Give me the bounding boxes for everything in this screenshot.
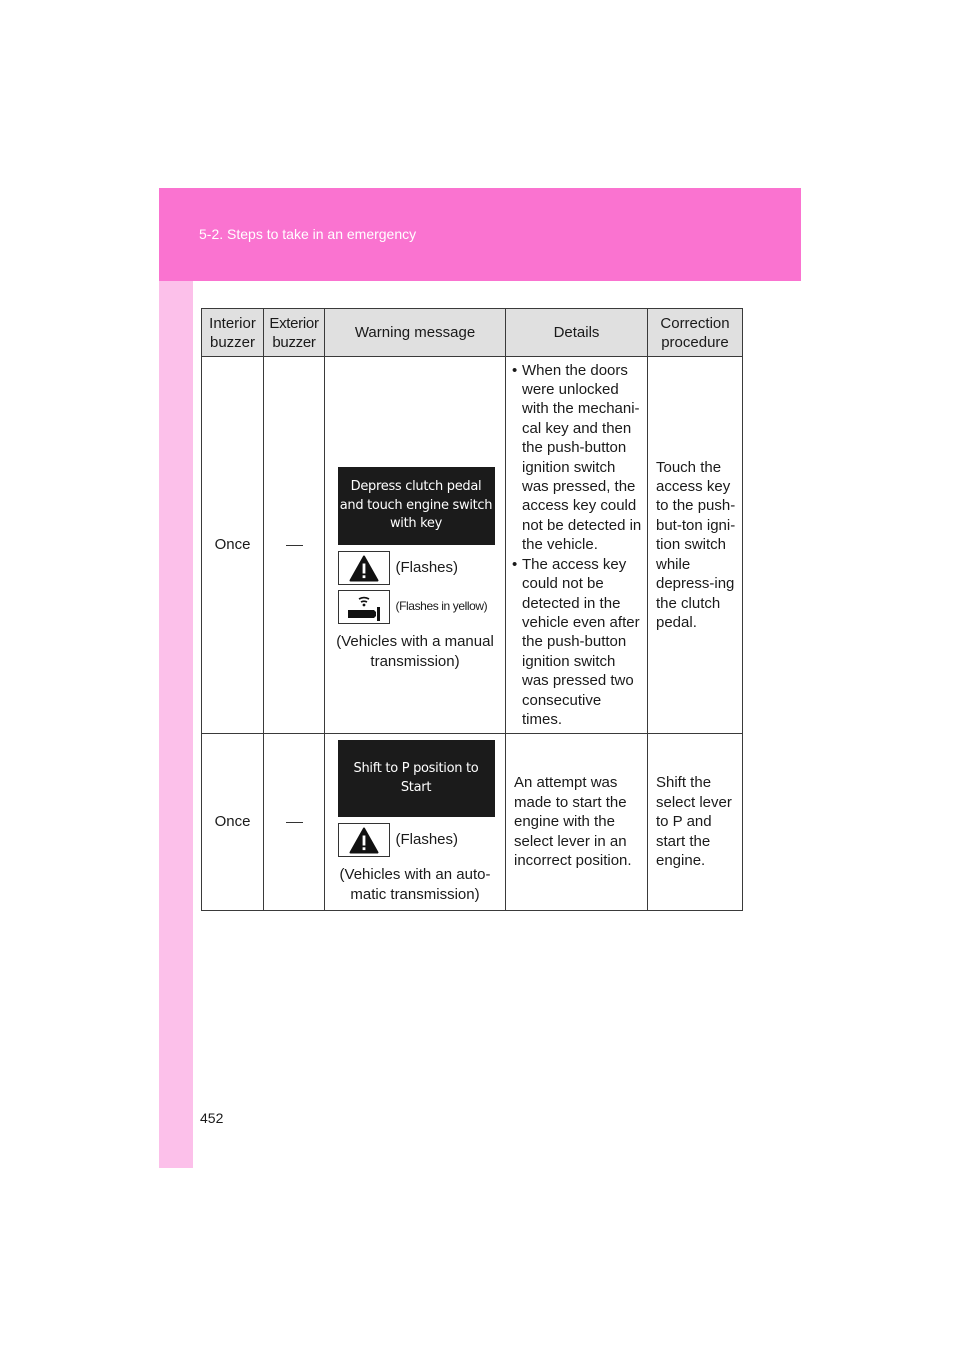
warning-message-cell bbox=[325, 734, 506, 911]
correction-text: Touch the access key to the push-but-ton igni-tion switch while depress-ing the clutch pedal. bbox=[656, 458, 736, 631]
details-cell bbox=[506, 734, 648, 911]
details-cell bbox=[506, 357, 648, 734]
icon-note: (Flashes) bbox=[395, 559, 459, 577]
icon-note: (Flashes in yellow) bbox=[395, 599, 488, 614]
interior-buzzer-cell: Once bbox=[202, 734, 264, 911]
display-message: Depress clutch pedal and touch engine switch with key bbox=[338, 467, 495, 545]
smart-key-icon bbox=[338, 590, 390, 624]
icon-row bbox=[338, 823, 495, 857]
interior-buzzer-cell: Once bbox=[202, 357, 264, 734]
details-list bbox=[506, 361, 647, 730]
list-item: • The access key could not be detected in the vehicle even after the push-button ignition switch was pressed two consecutive times. bbox=[512, 555, 643, 730]
page-number: 452 bbox=[200, 1110, 224, 1126]
dash-mark bbox=[286, 545, 303, 546]
correction-cell bbox=[648, 357, 743, 734]
table-row bbox=[202, 734, 743, 911]
icon-note: (Flashes) bbox=[395, 831, 459, 849]
correction-text: Shift the select lever to P and start the engine. bbox=[656, 774, 732, 870]
exterior-buzzer-cell bbox=[264, 357, 325, 734]
display-message: Shift to P position to Start bbox=[338, 740, 495, 817]
warning-triangle-icon bbox=[338, 823, 390, 857]
dash-mark bbox=[286, 822, 303, 823]
header-correction: Correction procedure bbox=[648, 309, 743, 357]
warning-table bbox=[201, 308, 743, 911]
icon-row bbox=[338, 590, 495, 624]
side-strip bbox=[159, 281, 193, 1168]
list-item: • When the doors were unlocked with the mechani-cal key and then the push-button ignition switch was pressed, the access key could not be detected in the vehicle. bbox=[512, 361, 643, 555]
section-title: 5-2. Steps to take in an emergency bbox=[199, 226, 417, 242]
vehicle-condition: (Vehicles with an auto-matic transmission) bbox=[339, 866, 491, 903]
warning-triangle-icon bbox=[338, 551, 390, 585]
header-details: Details bbox=[506, 309, 648, 357]
details-text: An attempt was made to start the engine with the select lever in an incorrect position. bbox=[514, 774, 632, 870]
correction-cell bbox=[648, 734, 743, 911]
header-warning-message: Warning message bbox=[325, 309, 506, 357]
exterior-buzzer-cell bbox=[264, 734, 325, 911]
table-header-row bbox=[202, 309, 743, 357]
icon-row bbox=[338, 551, 495, 585]
header-exterior-buzzer: Exterior buzzer bbox=[264, 309, 325, 357]
header-interior-buzzer: Interior buzzer bbox=[202, 309, 264, 357]
vehicle-condition: (Vehicles with a manual transmission) bbox=[336, 633, 494, 670]
table-row bbox=[202, 357, 743, 734]
warning-message-cell bbox=[325, 357, 506, 734]
